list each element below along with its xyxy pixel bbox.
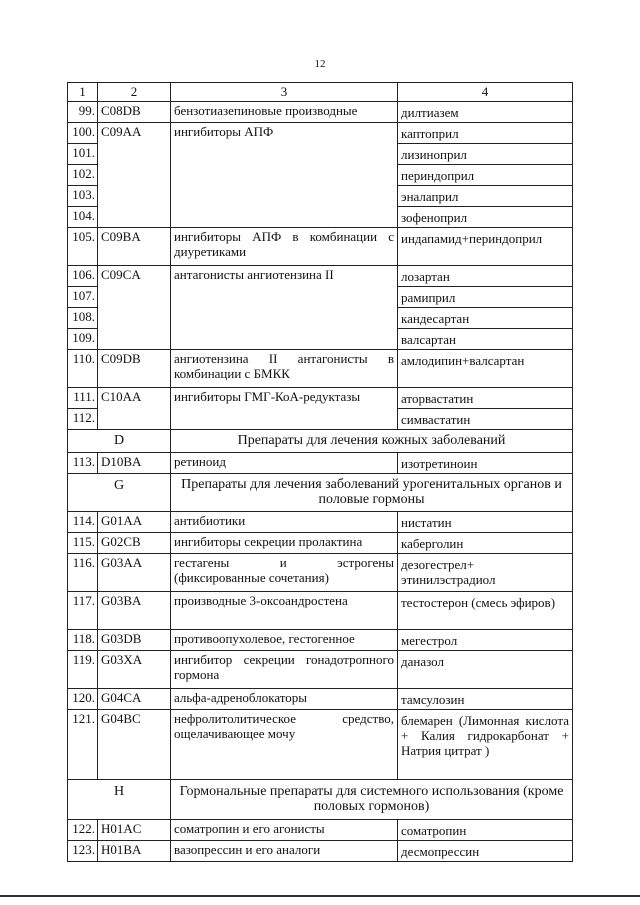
table-row [68, 388, 573, 409]
row-number: 108. [68, 308, 98, 329]
header-cell: 4 [398, 83, 573, 102]
drug-name: валсартан [398, 329, 573, 350]
page-number: 12 [314, 58, 326, 70]
row-number: 119. [68, 651, 98, 689]
row-number: 105. [68, 228, 98, 266]
drug-name: лозартан [398, 266, 573, 287]
drug-name: амлодипин+валсартан [398, 350, 573, 388]
drug-name: аторвастатин [398, 388, 573, 409]
drug-name: рамиприл [398, 287, 573, 308]
drug-name: тамсулозин [398, 689, 573, 710]
drug-name: лизиноприл [398, 144, 573, 165]
row-number: 109. [68, 329, 98, 350]
drug-classification-table [67, 82, 573, 862]
section-code: H [68, 780, 171, 820]
drug-name: десмопрессин [398, 841, 573, 862]
table-row [68, 350, 573, 388]
pharmacological-group: соматропин и его агонисты [171, 820, 398, 841]
row-number: 107. [68, 287, 98, 308]
row-number: 115. [68, 533, 98, 554]
table-row [68, 630, 573, 651]
drug-name: дилтиазем [398, 102, 573, 123]
atc-code: G04BC [98, 710, 171, 780]
drug-name: индапамид+периндоприл [398, 228, 573, 266]
table-row [68, 533, 573, 554]
row-number: 113. [68, 453, 98, 474]
pharmacological-group: нефролитолитическое средство, ощелачивающее мочу [171, 710, 398, 780]
row-number: 110. [68, 350, 98, 388]
row-number: 106. [68, 266, 98, 287]
drug-name: дезогестрел+ этинилэстрадиол [398, 554, 573, 592]
atc-code: C10AA [98, 388, 171, 430]
atc-code: C09CA [98, 266, 171, 350]
pharmacological-group: ингибиторы ГМГ-КоА-редуктазы [171, 388, 398, 430]
row-number: 118. [68, 630, 98, 651]
atc-code: H01AC [98, 820, 171, 841]
drug-name: симвастатин [398, 409, 573, 430]
atc-code: G03DB [98, 630, 171, 651]
section-row [68, 474, 573, 512]
row-number: 100. [68, 123, 98, 144]
pharmacological-group: ангиотензина II антагонисты в комбинации с БМКК [171, 350, 398, 388]
drug-name: каптоприл [398, 123, 573, 144]
row-number: 102. [68, 165, 98, 186]
header-cell: 1 [68, 83, 98, 102]
table-row [68, 554, 573, 592]
table-row [68, 228, 573, 266]
atc-code: G03XA [98, 651, 171, 689]
drug-name: каберголин [398, 533, 573, 554]
pharmacological-group: ретиноид [171, 453, 398, 474]
page-bottom-rule [0, 895, 640, 897]
table-row [68, 710, 573, 780]
drug-name: даназол [398, 651, 573, 689]
pharmacological-group: ингибиторы секреции пролактина [171, 533, 398, 554]
table-row [68, 651, 573, 689]
atc-code: G01AA [98, 512, 171, 533]
table-row [68, 592, 573, 630]
row-number: 111. [68, 388, 98, 409]
drug-name: кандесартан [398, 308, 573, 329]
atc-code: G04CA [98, 689, 171, 710]
header-cell: 2 [98, 83, 171, 102]
pharmacological-group: ингибитор секреции гонадотропного гормона [171, 651, 398, 689]
section-row [68, 780, 573, 820]
table-row [68, 512, 573, 533]
atc-code: G03AA [98, 554, 171, 592]
header-cell: 3 [171, 83, 398, 102]
row-number: 103. [68, 186, 98, 207]
drug-name: изотретиноин [398, 453, 573, 474]
drug-name: блемарен (Лимонная кислота + Калия гидрокарбонат + Натрия цитрат ) [398, 710, 573, 780]
atc-code: D10BA [98, 453, 171, 474]
drug-name: эналаприл [398, 186, 573, 207]
table-row [68, 453, 573, 474]
pharmacological-group: ингибиторы АПФ в комбинации с диуретиками [171, 228, 398, 266]
section-code: D [68, 430, 171, 453]
atc-code: G03BA [98, 592, 171, 630]
pharmacological-group: ингибиторы АПФ [171, 123, 398, 228]
row-number: 112. [68, 409, 98, 430]
drug-name: мегестрол [398, 630, 573, 651]
row-number: 116. [68, 554, 98, 592]
pharmacological-group: вазопрессин и его аналоги [171, 841, 398, 862]
atc-code: C09AA [98, 123, 171, 228]
table-row [68, 820, 573, 841]
row-number: 121. [68, 710, 98, 780]
row-number: 101. [68, 144, 98, 165]
row-number: 117. [68, 592, 98, 630]
drug-name: зофеноприл [398, 207, 573, 228]
pharmacological-group: альфа-адреноблокаторы [171, 689, 398, 710]
drug-name: тестостерон (смесь эфиров) [398, 592, 573, 630]
drug-name: периндоприл [398, 165, 573, 186]
section-row [68, 430, 573, 453]
pharmacological-group: бензотиазепиновые производные [171, 102, 398, 123]
table-row [68, 266, 573, 287]
atc-code: H01BA [98, 841, 171, 862]
pharmacological-group: гестагены и эстрогены (фиксированные сочетания) [171, 554, 398, 592]
pharmacological-group: антибиотики [171, 512, 398, 533]
table-row [68, 102, 573, 123]
pharmacological-group: противоопухолевое, гестогенное [171, 630, 398, 651]
table-row [68, 123, 573, 144]
pharmacological-group: антагонисты ангиотензина II [171, 266, 398, 350]
atc-code: G02CB [98, 533, 171, 554]
row-number: 120. [68, 689, 98, 710]
row-number: 123. [68, 841, 98, 862]
atc-code: C09DB [98, 350, 171, 388]
row-number: 114. [68, 512, 98, 533]
atc-code: C09BA [98, 228, 171, 266]
row-number: 104. [68, 207, 98, 228]
drug-name: соматропин [398, 820, 573, 841]
atc-code: C08DB [98, 102, 171, 123]
table-row [68, 841, 573, 862]
table-row [68, 689, 573, 710]
section-code: G [68, 474, 171, 512]
section-title: Гормональные препараты для системного использования (кроме половых гормонов) [171, 780, 573, 820]
row-number: 122. [68, 820, 98, 841]
row-number: 99. [68, 102, 98, 123]
drug-name: нистатин [398, 512, 573, 533]
section-title: Препараты для лечения кожных заболеваний [171, 430, 573, 453]
pharmacological-group: производные 3-оксоандростена [171, 592, 398, 630]
table-header-row [68, 83, 573, 102]
section-title: Препараты для лечения заболеваний урогенитальных органов и половые гормоны [171, 474, 573, 512]
